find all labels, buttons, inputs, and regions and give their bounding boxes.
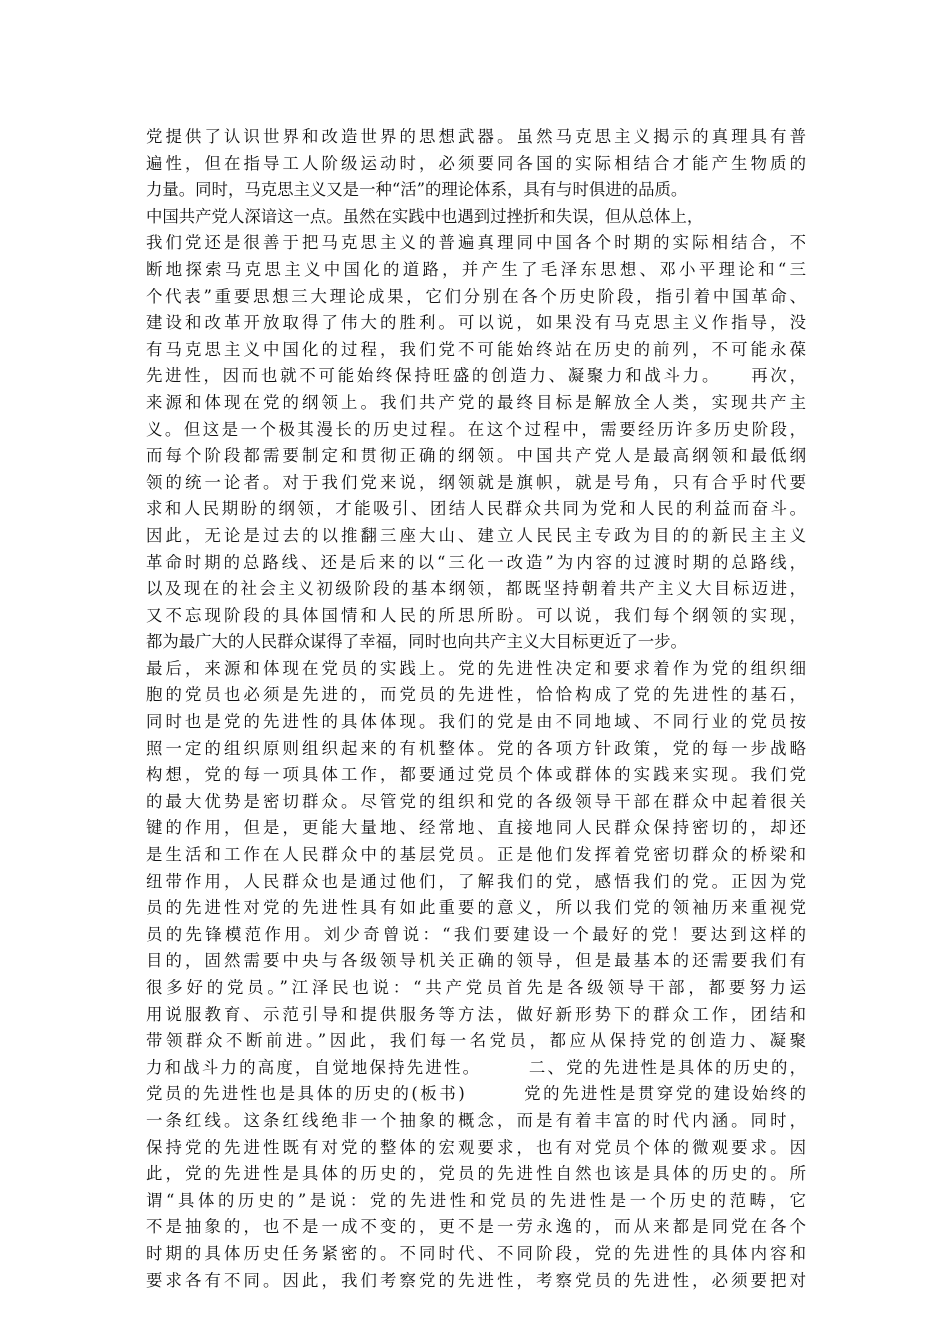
text-line: 中国共产党人深谙这一点。虽然在实践中也遇到过挫折和失误，但从总体上，: [146, 206, 704, 226]
text-line: 来源和体现在党的纲领上。我们共产党的最终目标是解放全人类，实现共产主: [146, 392, 806, 412]
text-line: 断地探索马克思主义中国化的道路，并产生了毛泽东思想、邓小平理论和“三: [146, 259, 806, 279]
text-line: 构想，党的每一项具体工作，都要通过党员个体或群体的实践来实现。我们党: [146, 765, 806, 785]
text-line: 纽带作用，人民群众也是通过他们，了解我们的党，感悟我们的党。正因为党: [146, 871, 806, 891]
text-line: 很多好的党员。”江泽民也说：“共产党员首先是各级领导干部，都要努力运: [146, 978, 806, 997]
text-line: 党员的先进性也是具体的历史的(板书) 党的先进性是贯穿党的建设始终的: [146, 1084, 806, 1104]
text-line: 有马克思主义中国化的过程，我们党不可能始终站在历史的前列，不可能永葆: [146, 339, 806, 359]
text-line: 保持党的先进性既有对党的整体的宏观要求，也有对党员个体的微观要求。因: [146, 1137, 806, 1157]
text-line: 要求各有不同。因此，我们考察党的先进性，考察党员的先进性，必须要把对: [146, 1270, 806, 1290]
text-line: 一条红线。这条红线绝非一个抽象的概念，而是有着丰富的时代内涵。同时，: [146, 1110, 806, 1130]
body-text: [146, 124, 806, 1294]
text-line: 谓“具体的历史的”是说：党的先进性和党员的先进性是一个历史的范畴，它: [146, 1190, 806, 1210]
text-line: 先进性，因而也就不可能始终保持旺盛的创造力、凝聚力和战斗力。 再次，: [146, 366, 806, 386]
text-line: 党提供了认识世界和改造世界的思想武器。虽然马克思主义揭示的真理具有普: [146, 127, 806, 146]
text-line: 而每个阶段都需要制定和贯彻正确的纲领。中国共产党人是最高纲领和最低纲: [146, 446, 806, 466]
text-line: 遍性，但在指导工人阶级运动时，必须要同各国的实际相结合才能产生物质的: [146, 153, 806, 173]
text-line: 员的先进性对党的先进性具有如此重要的意义，所以我们党的领袖历来重视党: [146, 898, 806, 918]
text-line: 领的统一论者。对于我们党来说，纲领就是旗帜，就是号角，只有合乎时代要: [146, 472, 806, 492]
text-line: 同时也是党的先进性的具体体现。我们的党是由不同地域、不同行业的党员按: [146, 712, 806, 732]
text-line: 照一定的组织原则组织起来的有机整体。党的各项方针政策，党的每一步战略: [146, 738, 806, 758]
text-line: 因此，无论是过去的以推翻三座大山、建立人民民主专政为目的的新民主主义: [146, 525, 806, 545]
text-line: 建设和改革开放取得了伟大的胜利。可以说，如果没有马克思主义作指导，没: [146, 313, 806, 333]
text-line: 都为最广大的人民群众谋得了幸福，同时也向共产主义大目标更近了一步。: [146, 632, 687, 652]
text-line: 此，党的先进性是具体的历史的，党员的先进性自然也该是具体的历史的。所: [146, 1164, 806, 1184]
text-line: 革命时期的总路线、还是后来的以“三化一改造”为内容的过渡时期的总路线，: [146, 552, 806, 572]
text-line: 目的，固然需要中央与各级领导机关正确的领导，但是最基本的还需要我们有: [146, 951, 806, 971]
text-line: 胞的党员也必须是先进的，而党员的先进性，恰恰构成了党的先进性的基石，: [146, 685, 806, 705]
text-line: 带领群众不断前进。”因此，我们每一名党员，都应从保持党的创造力、凝聚: [146, 1031, 806, 1051]
text-line: 键的作用，但是，更能大量地、经常地、直接地同人民群众保持密切的，却还: [146, 818, 806, 838]
text-line: 我们党还是很善于把马克思主义的普遍真理同中国各个时期的实际相结合，不: [146, 233, 806, 253]
text-line: 员的先锋模范作用。刘少奇曾说：“我们要建设一个最好的党！要达到这样的: [146, 924, 806, 944]
text-line: 求和人民期盼的纲领，才能吸引、团结人民群众共同为党和人民的利益而奋斗。: [146, 499, 806, 519]
text-line: 力量。同时，马克思主义又是一种“活”的理论体系，具有与时俱进的品质。: [146, 180, 688, 200]
text-line: 义。但这是一个极其漫长的历史过程。在这个过程中，需要经历许多历史阶段，: [146, 419, 806, 439]
text-line: 不是抽象的，也不是一成不变的，更不是一劳永逸的，而从来都是同党在各个: [146, 1217, 806, 1237]
text-line: 的最大优势是密切群众。尽管党的组织和党的各级领导干部在群众中起着很关: [146, 791, 806, 811]
text-line: 个代表”重要思想三大理论成果，它们分别在各个历史阶段，指引着中国革命、: [146, 286, 806, 306]
text-line: 时期的具体历史任务紧密的。不同时代、不同阶段，党的先进性的具体内容和: [146, 1243, 806, 1263]
text-line: 用说服教育、示范引导和提供服务等方法，做好新形势下的群众工作，团结和: [146, 1004, 806, 1024]
text-line: 以及现在的社会主义初级阶段的基本纲领，都既坚持朝着共产主义大目标迈进，: [146, 579, 806, 599]
text-line: 力和战斗力的高度，自觉地保持先进性。 二、党的先进性是具体的历史的，: [146, 1057, 806, 1077]
text-line: 又不忘现阶段的具体国情和人民的所思所盼。可以说，我们每个纲领的实现，: [146, 605, 806, 625]
text-line: 最后，来源和体现在党员的实践上。党的先进性决定和要求着作为党的组织细: [146, 658, 806, 678]
text-line: 是生活和工作在人民群众中的基层党员。正是他们发挥着党密切群众的桥梁和: [146, 845, 806, 865]
